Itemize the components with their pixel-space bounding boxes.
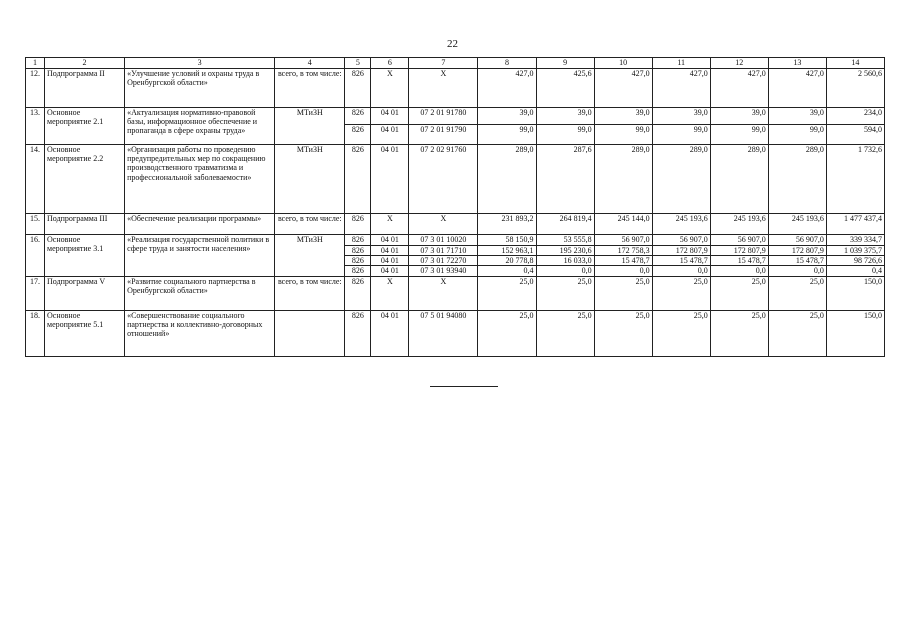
- amount-cell: 25,0: [594, 310, 652, 356]
- amount-cell: 245 144,0: [594, 214, 652, 235]
- amount-cell: 0,0: [594, 266, 652, 276]
- amount-cell: 39,0: [536, 108, 594, 125]
- amount-cell: 152 963,1: [478, 246, 536, 256]
- code-section: 04 01: [371, 266, 409, 276]
- code-target: Х: [409, 276, 478, 310]
- header-cell: 10: [594, 58, 652, 69]
- code-section: 04 01: [371, 235, 409, 246]
- page-number: 22: [447, 38, 458, 50]
- amount-cell: 195 230,6: [536, 246, 594, 256]
- amount-cell: 0,0: [652, 266, 710, 276]
- amount-cell: 25,0: [594, 276, 652, 310]
- amount-cell: 25,0: [478, 310, 536, 356]
- code-target: Х: [409, 69, 478, 108]
- amount-cell: 25,0: [710, 310, 768, 356]
- item-type: Основное мероприятие 2.2: [45, 145, 125, 214]
- amount-cell: 53 555,8: [536, 235, 594, 246]
- code-section: Х: [371, 276, 409, 310]
- amount-cell: 39,0: [710, 108, 768, 125]
- code-grbs: 826: [345, 246, 371, 256]
- amount-cell: 56 907,0: [652, 235, 710, 246]
- amount-cell: 39,0: [594, 108, 652, 125]
- amount-cell: 594,0: [826, 125, 884, 145]
- header-cell: 9: [536, 58, 594, 69]
- amount-cell: 234,0: [826, 108, 884, 125]
- header-cell: 14: [826, 58, 884, 69]
- code-target: 07 3 01 72270: [409, 256, 478, 266]
- code-section: Х: [371, 214, 409, 235]
- responsible-executor: МТиЗН: [275, 145, 345, 214]
- amount-cell: 150,0: [826, 310, 884, 356]
- code-target: 07 2 01 91780: [409, 108, 478, 125]
- item-type: Подпрограмма III: [45, 214, 125, 235]
- code-section: 04 01: [371, 246, 409, 256]
- amount-cell: 150,0: [826, 276, 884, 310]
- amount-cell: 427,0: [652, 69, 710, 108]
- amount-cell: 289,0: [652, 145, 710, 214]
- amount-cell: 1 732,6: [826, 145, 884, 214]
- amount-cell: 245 193,6: [652, 214, 710, 235]
- table-row: [26, 310, 885, 356]
- table-row: [26, 69, 885, 108]
- row-number: 17.: [26, 276, 45, 310]
- budget-table: [25, 57, 885, 357]
- code-section: 04 01: [371, 108, 409, 125]
- code-grbs: 826: [345, 235, 371, 246]
- code-section: 04 01: [371, 310, 409, 356]
- responsible-executor: всего, в том числе:: [275, 69, 345, 108]
- item-type: Подпрограмма V: [45, 276, 125, 310]
- amount-cell: 15 478,7: [768, 256, 826, 266]
- code-grbs: 826: [345, 266, 371, 276]
- code-section: 04 01: [371, 145, 409, 214]
- amount-cell: 0,4: [478, 266, 536, 276]
- item-type: Основное мероприятие 2.1: [45, 108, 125, 145]
- item-name: «Реализация государственной политики в сфере труда и занятости населения»: [125, 235, 275, 277]
- amount-cell: 16 033,0: [536, 256, 594, 266]
- amount-cell: 15 478,7: [710, 256, 768, 266]
- header-cell: 5: [345, 58, 371, 69]
- code-target: 07 2 01 91790: [409, 125, 478, 145]
- item-type: Основное мероприятие 3.1: [45, 235, 125, 277]
- code-grbs: 826: [345, 276, 371, 310]
- amount-cell: 427,0: [478, 69, 536, 108]
- table-row: [26, 276, 885, 310]
- code-grbs: 826: [345, 214, 371, 235]
- item-type: Подпрограмма II: [45, 69, 125, 108]
- amount-cell: 427,0: [594, 69, 652, 108]
- row-number: 18.: [26, 310, 45, 356]
- amount-cell: 289,0: [478, 145, 536, 214]
- amount-cell: 339 334,7: [826, 235, 884, 246]
- amount-cell: 39,0: [652, 108, 710, 125]
- amount-cell: 289,0: [768, 145, 826, 214]
- amount-cell: 264 819,4: [536, 214, 594, 235]
- item-name: «Развитие социального партнерства в Оренбургской области»: [125, 276, 275, 310]
- code-target: 07 2 02 91760: [409, 145, 478, 214]
- amount-cell: 58 150,9: [478, 235, 536, 246]
- amount-cell: 245 193,6: [710, 214, 768, 235]
- table-body: [26, 69, 885, 357]
- amount-cell: 99,0: [594, 125, 652, 145]
- table-row: [26, 145, 885, 214]
- amount-cell: 56 907,0: [594, 235, 652, 246]
- amount-cell: 25,0: [710, 276, 768, 310]
- code-grbs: 826: [345, 125, 371, 145]
- amount-cell: 289,0: [710, 145, 768, 214]
- header-cell: 1: [26, 58, 45, 69]
- amount-cell: 425,6: [536, 69, 594, 108]
- amount-cell: 172 807,9: [768, 246, 826, 256]
- responsible-executor: [275, 310, 345, 356]
- row-number: 13.: [26, 108, 45, 145]
- code-target: 07 5 01 94080: [409, 310, 478, 356]
- code-target: Х: [409, 214, 478, 235]
- amount-cell: 25,0: [652, 276, 710, 310]
- amount-cell: 0,4: [826, 266, 884, 276]
- amount-cell: 99,0: [710, 125, 768, 145]
- amount-cell: 231 893,2: [478, 214, 536, 235]
- table-row: [26, 108, 885, 125]
- amount-cell: 39,0: [768, 108, 826, 125]
- header-cell: 8: [478, 58, 536, 69]
- code-section: Х: [371, 69, 409, 108]
- code-grbs: 826: [345, 145, 371, 214]
- amount-cell: 1 477 437,4: [826, 214, 884, 235]
- amount-cell: 99,0: [536, 125, 594, 145]
- amount-cell: 25,0: [768, 310, 826, 356]
- item-name: «Организация работы по проведению предупредительных мер по сокращению производственного травматизма и профессиональной заболеваемости»: [125, 145, 275, 214]
- amount-cell: 15 478,7: [652, 256, 710, 266]
- row-number: 12.: [26, 69, 45, 108]
- amount-cell: 0,0: [536, 266, 594, 276]
- amount-cell: 25,0: [536, 276, 594, 310]
- amount-cell: 25,0: [478, 276, 536, 310]
- amount-cell: 1 039 375,7: [826, 246, 884, 256]
- amount-cell: 15 478,7: [594, 256, 652, 266]
- code-target: 07 3 01 71710: [409, 246, 478, 256]
- row-number: 15.: [26, 214, 45, 235]
- amount-cell: 289,0: [594, 145, 652, 214]
- table-row: [26, 214, 885, 235]
- amount-cell: 245 193,6: [768, 214, 826, 235]
- code-section: 04 01: [371, 125, 409, 145]
- header-cell: 3: [125, 58, 275, 69]
- responsible-executor: МТиЗН: [275, 235, 345, 277]
- amount-cell: 56 907,0: [710, 235, 768, 246]
- amount-cell: 25,0: [536, 310, 594, 356]
- amount-cell: 427,0: [768, 69, 826, 108]
- item-name: «Актуализация нормативно-правовой базы, информационное обеспечение и пропаганда в сфере охраны труда»: [125, 108, 275, 145]
- header-cell: 6: [371, 58, 409, 69]
- amount-cell: 99,0: [768, 125, 826, 145]
- amount-cell: 20 778,8: [478, 256, 536, 266]
- responsible-executor: МТиЗН: [275, 108, 345, 145]
- code-target: 07 3 01 93940: [409, 266, 478, 276]
- item-name: «Совершенствование социального партнерства и коллективно-договорных отношений»: [125, 310, 275, 356]
- code-grbs: 826: [345, 256, 371, 266]
- header-cell: 2: [45, 58, 125, 69]
- amount-cell: 56 907,0: [768, 235, 826, 246]
- row-number: 16.: [26, 235, 45, 277]
- responsible-executor: всего, в том числе:: [275, 276, 345, 310]
- amount-cell: 25,0: [768, 276, 826, 310]
- item-name: «Улучшение условий и охраны труда в Оренбургской области»: [125, 69, 275, 108]
- header-cell: 7: [409, 58, 478, 69]
- header-cell: 13: [768, 58, 826, 69]
- amount-cell: 172 758,3: [594, 246, 652, 256]
- amount-cell: 172 807,9: [652, 246, 710, 256]
- amount-cell: 0,0: [710, 266, 768, 276]
- amount-cell: 99,0: [652, 125, 710, 145]
- row-number: 14.: [26, 145, 45, 214]
- header-cell: 12: [710, 58, 768, 69]
- amount-cell: 98 726,6: [826, 256, 884, 266]
- amount-cell: 25,0: [652, 310, 710, 356]
- table-header-row: [26, 58, 885, 69]
- amount-cell: 99,0: [478, 125, 536, 145]
- amount-cell: 2 560,6: [826, 69, 884, 108]
- amount-cell: 172 807,9: [710, 246, 768, 256]
- code-grbs: 826: [345, 108, 371, 125]
- table-row: [26, 235, 885, 246]
- header-cell: 11: [652, 58, 710, 69]
- amount-cell: 39,0: [478, 108, 536, 125]
- amount-cell: 287,6: [536, 145, 594, 214]
- header-cell: 4: [275, 58, 345, 69]
- amount-cell: 0,0: [768, 266, 826, 276]
- responsible-executor: всего, в том числе:: [275, 214, 345, 235]
- code-target: 07 3 01 10020: [409, 235, 478, 246]
- item-name: «Обеспечение реализации программы»: [125, 214, 275, 235]
- amount-cell: 427,0: [710, 69, 768, 108]
- code-grbs: 826: [345, 310, 371, 356]
- item-type: Основное мероприятие 5.1: [45, 310, 125, 356]
- code-section: 04 01: [371, 256, 409, 266]
- code-grbs: 826: [345, 69, 371, 108]
- footer-divider: [430, 386, 498, 387]
